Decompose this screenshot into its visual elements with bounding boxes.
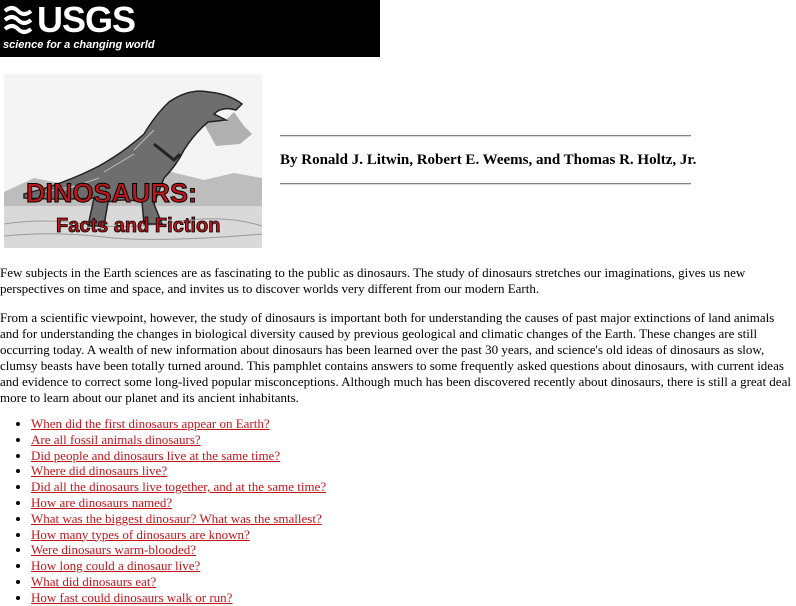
hero-title-line2: Facts and Fiction <box>56 215 221 237</box>
faq-link[interactable]: How long could a dinosaur live? <box>31 558 201 574</box>
list-item <box>31 542 326 558</box>
faq-link[interactable]: Did people and dinosaurs live at the same time? <box>31 447 281 463</box>
list-item <box>31 511 326 527</box>
list-item <box>31 432 326 448</box>
horizontal-rule-bottom <box>280 183 691 185</box>
usgs-logo-text: USGS <box>37 0 136 40</box>
faq-link[interactable]: Did all the dinosaurs live together, and at the same time? <box>31 479 327 495</box>
usgs-banner <box>0 0 380 57</box>
dinosaur-hero-image <box>4 74 262 248</box>
faq-link[interactable]: How fast could dinosaurs walk or run? <box>31 589 233 605</box>
faq-link[interactable]: How many types of dinosaurs are known? <box>31 526 250 542</box>
list-item <box>31 463 326 479</box>
list-item <box>31 495 326 511</box>
byline-section <box>280 135 697 185</box>
list-item <box>31 448 326 464</box>
usgs-waves-icon <box>3 3 33 37</box>
list-item <box>31 479 326 495</box>
byline: By Ronald J. Litwin, Robert E. Weems, and Thomas R. Holtz, Jr. <box>280 152 697 168</box>
scientific-viewpoint-paragraph: From a scientific viewpoint, however, the study of dinosaurs is important both for understanding the causes of past major extinctions of land animals and for understanding the changes in biological diversity caused by previous geological and climatic changes of the Earth. These changes are still occurring today. A wealth of new information about dinosaurs has been learned over the past 30 years, and science's old ideas of dinosaurs as slow, clumsy beasts have been totally turned around. This pamphlet contains answers to some frequently asked questions about dinosaurs, with current ideas and evidence to correct some long-lived popular misconceptions. Although much has been discovered recently about dinosaurs, there is still a great deal more to learn about our planet and its ancient inhabitants. <box>0 310 791 405</box>
list-item <box>31 527 326 543</box>
list-item <box>31 558 326 574</box>
faq-link[interactable]: Were dinosaurs warm-blooded? <box>31 542 197 558</box>
faq-link[interactable]: How are dinosaurs named? <box>31 494 173 510</box>
horizontal-rule-top <box>280 135 691 137</box>
faq-link-list <box>0 416 326 606</box>
faq-link[interactable]: What did dinosaurs eat? <box>31 573 157 589</box>
faq-link[interactable]: Are all fossil animals dinosaurs? <box>31 431 201 447</box>
faq-link[interactable]: What was the biggest dinosaur? What was the smallest? <box>31 510 322 526</box>
faq-link[interactable]: When did the first dinosaurs appear on Earth? <box>31 416 270 431</box>
list-item <box>31 590 326 606</box>
list-item <box>31 416 326 432</box>
hero-title-line1: DINOSAURS: <box>26 178 198 208</box>
list-item <box>31 574 326 590</box>
usgs-tagline: science for a changing world <box>3 39 155 51</box>
usgs-wordmark <box>3 2 155 38</box>
faq-link[interactable]: Where did dinosaurs live? <box>31 463 168 479</box>
usgs-logo[interactable] <box>3 2 155 51</box>
intro-paragraph: Few subjects in the Earth sciences are as fascinating to the public as dinosaurs. The study of dinosaurs stretches our imaginations, gives us new perspectives on time and space, and invites us to discover worlds very different from our modern Earth. <box>0 265 746 296</box>
dinosaur-illustration <box>4 74 262 248</box>
